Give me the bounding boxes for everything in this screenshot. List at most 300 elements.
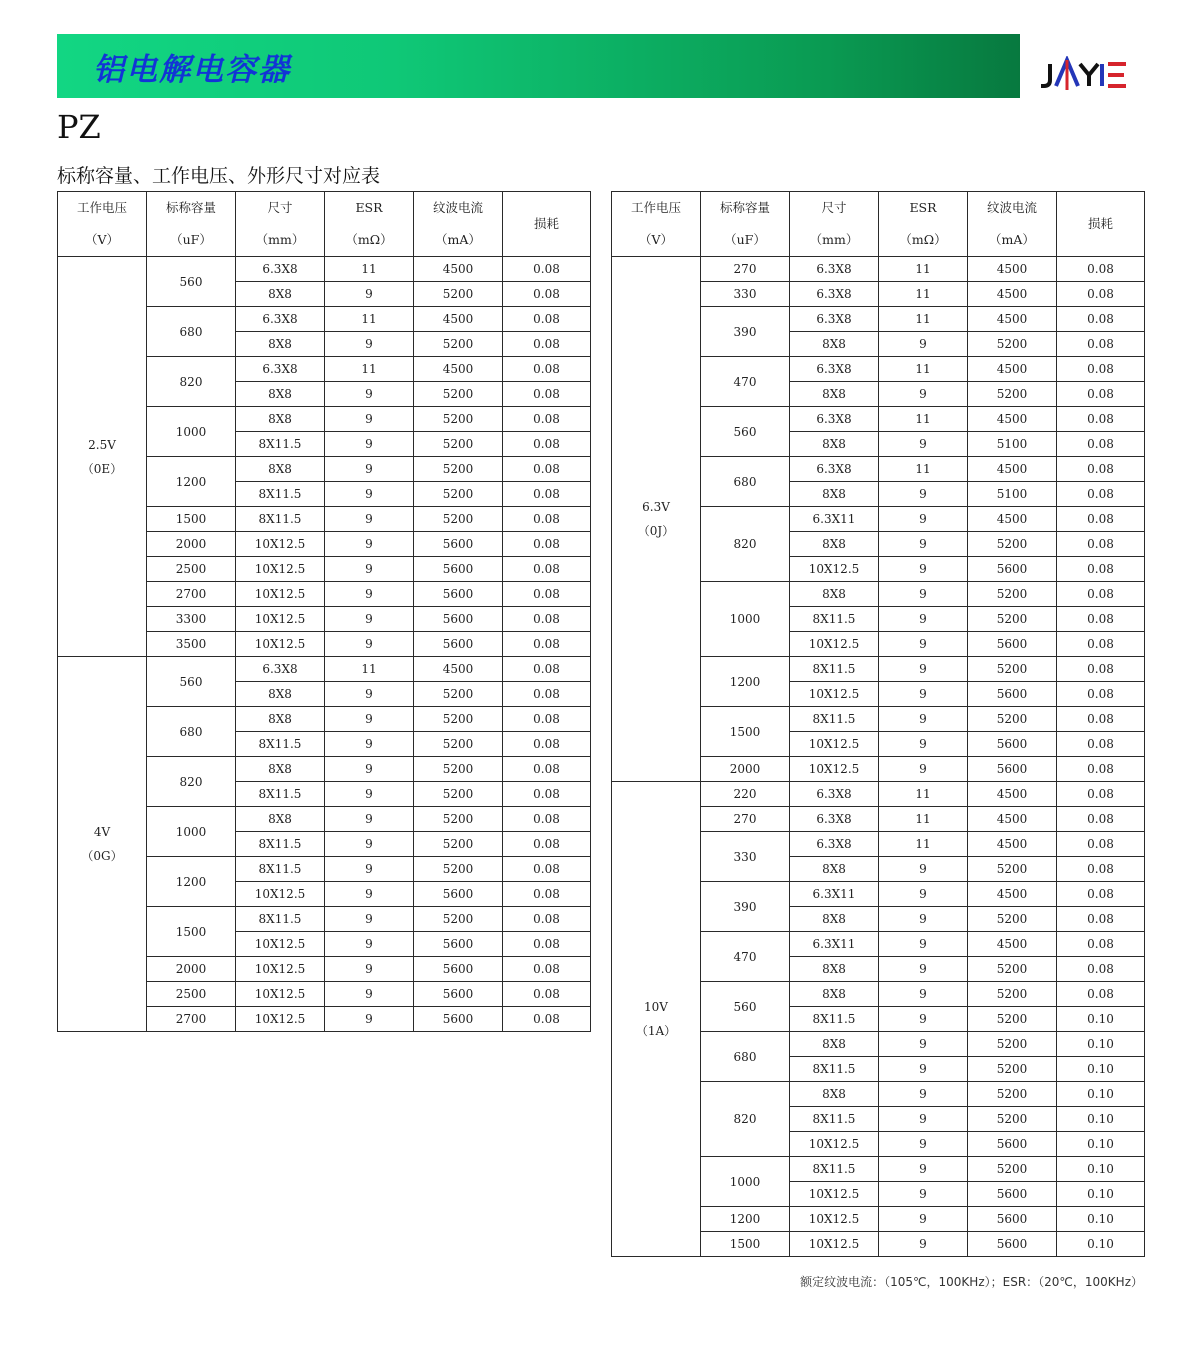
- ripple-cell: 5600: [414, 982, 503, 1007]
- loss-cell: 0.08: [1057, 882, 1145, 907]
- loss-cell: 0.08: [1057, 307, 1145, 332]
- loss-cell: 0.08: [503, 832, 591, 857]
- ripple-cell: 5600: [414, 607, 503, 632]
- esr-cell: 9: [879, 907, 968, 932]
- col-loss-header: [503, 192, 591, 257]
- esr-cell: 9: [879, 957, 968, 982]
- size-cell: 10X12.5: [236, 982, 325, 1007]
- loss-cell: 0.08: [1057, 607, 1145, 632]
- capacity-cell: 1000: [701, 1157, 790, 1207]
- size-cell: 8X8: [236, 807, 325, 832]
- esr-cell: 9: [879, 682, 968, 707]
- capacity-cell: 820: [147, 357, 236, 407]
- esr-cell: 9: [325, 607, 414, 632]
- capacity-cell: 470: [701, 932, 790, 982]
- loss-cell: 0.08: [503, 382, 591, 407]
- col-ripple-unit: （mA）: [989, 232, 1035, 247]
- size-cell: 6.3X11: [790, 882, 879, 907]
- esr-cell: 9: [879, 932, 968, 957]
- size-cell: 8X8: [790, 957, 879, 982]
- capacity-cell: 330: [701, 832, 790, 882]
- size-cell: 10X12.5: [790, 1232, 879, 1257]
- esr-cell: 9: [325, 682, 414, 707]
- voltage-cell: [612, 782, 701, 1257]
- esr-cell: 9: [879, 707, 968, 732]
- esr-cell: 11: [879, 357, 968, 382]
- loss-cell: 0.08: [503, 782, 591, 807]
- size-cell: 6.3X8: [790, 357, 879, 382]
- capacity-cell: 680: [701, 1032, 790, 1082]
- ripple-cell: 5600: [414, 932, 503, 957]
- ripple-cell: 5600: [968, 1132, 1057, 1157]
- size-cell: 8X11.5: [790, 607, 879, 632]
- voltage-code: （0E）: [81, 461, 123, 476]
- loss-cell: 0.08: [503, 457, 591, 482]
- esr-cell: 9: [879, 1132, 968, 1157]
- ripple-cell: 5200: [968, 1157, 1057, 1182]
- loss-cell: 0.08: [1057, 482, 1145, 507]
- esr-cell: 9: [325, 557, 414, 582]
- loss-cell: 0.08: [1057, 857, 1145, 882]
- ripple-cell: 5600: [968, 682, 1057, 707]
- ripple-cell: 5200: [968, 582, 1057, 607]
- col-capacity-header: [701, 192, 790, 257]
- esr-cell: 11: [879, 832, 968, 857]
- brand-logo: [1040, 56, 1132, 92]
- esr-cell: 11: [325, 257, 414, 282]
- esr-cell: 9: [879, 532, 968, 557]
- size-cell: 8X8: [236, 457, 325, 482]
- ripple-cell: 5200: [414, 832, 503, 857]
- size-cell: 10X12.5: [790, 1182, 879, 1207]
- loss-cell: 0.08: [503, 732, 591, 757]
- esr-cell: 9: [325, 482, 414, 507]
- size-cell: 6.3X8: [790, 832, 879, 857]
- loss-cell: 0.10: [1057, 1007, 1145, 1032]
- esr-cell: 9: [325, 432, 414, 457]
- esr-cell: 9: [879, 1157, 968, 1182]
- ripple-cell: 5200: [414, 482, 503, 507]
- loss-cell: 0.10: [1057, 1132, 1145, 1157]
- esr-cell: 9: [325, 782, 414, 807]
- spec-table-left: [57, 191, 591, 1032]
- col-esr-header: [879, 192, 968, 257]
- ripple-cell: 5200: [414, 857, 503, 882]
- voltage-value: 4V: [93, 825, 111, 839]
- capacity-cell: 820: [701, 1082, 790, 1157]
- size-cell: 8X8: [790, 382, 879, 407]
- table-row: [612, 782, 1145, 807]
- esr-cell: 9: [325, 757, 414, 782]
- capacity-cell: 2700: [147, 582, 236, 607]
- size-cell: 10X12.5: [790, 632, 879, 657]
- voltage-code: （0G）: [81, 849, 123, 863]
- loss-cell: 0.10: [1057, 1207, 1145, 1232]
- capacity-cell: 560: [147, 257, 236, 307]
- ripple-cell: 5600: [968, 1207, 1057, 1232]
- col-capacity-label: 标称容量: [719, 200, 770, 215]
- loss-cell: 0.10: [1057, 1182, 1145, 1207]
- col-size-header: [790, 192, 879, 257]
- capacity-cell: 680: [147, 307, 236, 357]
- loss-cell: 0.08: [503, 932, 591, 957]
- col-loss-header: [1057, 192, 1145, 257]
- capacity-cell: 560: [701, 407, 790, 457]
- size-cell: 8X8: [790, 432, 879, 457]
- size-cell: 8X8: [790, 332, 879, 357]
- capacity-cell: 220: [701, 782, 790, 807]
- ripple-cell: 5200: [414, 807, 503, 832]
- capacity-cell: 1200: [147, 857, 236, 907]
- size-cell: 6.3X8: [790, 257, 879, 282]
- ripple-cell: 5200: [968, 857, 1057, 882]
- size-cell: 10X12.5: [790, 1132, 879, 1157]
- size-cell: 8X11.5: [236, 907, 325, 932]
- ripple-cell: 5600: [968, 732, 1057, 757]
- ripple-cell: 4500: [968, 782, 1057, 807]
- loss-cell: 0.08: [1057, 907, 1145, 932]
- esr-cell: 9: [879, 432, 968, 457]
- loss-cell: 0.08: [1057, 332, 1145, 357]
- loss-cell: 0.08: [503, 657, 591, 682]
- loss-cell: 0.08: [503, 332, 591, 357]
- esr-cell: 9: [879, 607, 968, 632]
- size-cell: 8X8: [790, 482, 879, 507]
- loss-cell: 0.10: [1057, 1232, 1145, 1257]
- loss-cell: 0.08: [503, 707, 591, 732]
- size-cell: 10X12.5: [236, 1007, 325, 1032]
- loss-cell: 0.08: [1057, 707, 1145, 732]
- ripple-cell: 4500: [968, 807, 1057, 832]
- esr-cell: 9: [879, 482, 968, 507]
- esr-cell: 9: [325, 882, 414, 907]
- esr-cell: 9: [879, 382, 968, 407]
- esr-cell: 9: [879, 982, 968, 1007]
- loss-cell: 0.08: [503, 907, 591, 932]
- ripple-cell: 4500: [414, 307, 503, 332]
- loss-cell: 0.08: [1057, 282, 1145, 307]
- capacity-cell: 470: [701, 357, 790, 407]
- ripple-cell: 5600: [968, 757, 1057, 782]
- ripple-cell: 5600: [968, 1182, 1057, 1207]
- loss-cell: 0.08: [503, 532, 591, 557]
- size-cell: 8X8: [236, 682, 325, 707]
- size-cell: 8X11.5: [790, 707, 879, 732]
- loss-cell: 0.08: [1057, 832, 1145, 857]
- esr-cell: 11: [879, 307, 968, 332]
- voltage-cell: [58, 657, 147, 1032]
- ripple-cell: 4500: [414, 357, 503, 382]
- capacity-cell: 1000: [701, 582, 790, 657]
- ripple-cell: 5200: [414, 407, 503, 432]
- size-cell: 6.3X8: [790, 457, 879, 482]
- capacity-cell: 560: [701, 982, 790, 1032]
- ripple-cell: 4500: [968, 832, 1057, 857]
- size-cell: 10X12.5: [236, 582, 325, 607]
- esr-cell: 11: [879, 457, 968, 482]
- loss-cell: 0.08: [1057, 732, 1145, 757]
- size-cell: 10X12.5: [790, 1207, 879, 1232]
- loss-cell: 0.08: [1057, 657, 1145, 682]
- esr-cell: 9: [879, 1107, 968, 1132]
- voltage-code: （0J）: [637, 524, 675, 538]
- esr-cell: 9: [325, 732, 414, 757]
- col-capacity-unit: （uF）: [170, 232, 212, 247]
- capacity-cell: 2000: [701, 757, 790, 782]
- col-esr-label: ESR: [355, 200, 383, 215]
- size-cell: 8X11.5: [790, 657, 879, 682]
- ripple-cell: 5100: [968, 482, 1057, 507]
- loss-cell: 0.08: [1057, 582, 1145, 607]
- loss-cell: 0.08: [1057, 682, 1145, 707]
- esr-cell: 9: [325, 507, 414, 532]
- size-cell: 6.3X8: [790, 407, 879, 432]
- capacity-cell: 2000: [147, 532, 236, 557]
- loss-cell: 0.08: [503, 257, 591, 282]
- size-cell: 10X12.5: [236, 957, 325, 982]
- ripple-cell: 5600: [414, 957, 503, 982]
- header-title: 铝电解电容器: [93, 52, 291, 88]
- capacity-cell: 2000: [147, 957, 236, 982]
- loss-cell: 0.08: [1057, 457, 1145, 482]
- esr-cell: 11: [879, 282, 968, 307]
- ripple-cell: 5200: [414, 732, 503, 757]
- capacity-cell: 330: [701, 282, 790, 307]
- loss-cell: 0.08: [503, 632, 591, 657]
- ripple-cell: 5200: [968, 1107, 1057, 1132]
- size-cell: 6.3X8: [236, 307, 325, 332]
- col-voltage-header: [58, 192, 147, 257]
- voltage-cell: [612, 257, 701, 782]
- col-size-unit: （mm）: [809, 232, 859, 247]
- ripple-cell: 5200: [968, 1007, 1057, 1032]
- capacity-cell: 390: [701, 307, 790, 357]
- size-cell: 8X8: [236, 757, 325, 782]
- esr-cell: 9: [879, 1007, 968, 1032]
- ripple-cell: 5200: [414, 907, 503, 932]
- esr-cell: 9: [879, 557, 968, 582]
- capacity-cell: 3300: [147, 607, 236, 632]
- table-header-row: [58, 192, 591, 257]
- col-ripple-label: 纹波电流: [986, 200, 1037, 215]
- spec-table-body: [58, 257, 591, 1032]
- loss-cell: 0.08: [503, 757, 591, 782]
- ripple-cell: 4500: [968, 407, 1057, 432]
- loss-cell: 0.08: [1057, 407, 1145, 432]
- ripple-cell: 5200: [414, 782, 503, 807]
- size-cell: 6.3X8: [790, 307, 879, 332]
- loss-cell: 0.08: [503, 807, 591, 832]
- ripple-cell: 5200: [968, 332, 1057, 357]
- capacity-cell: 2700: [147, 1007, 236, 1032]
- size-cell: 6.3X8: [790, 282, 879, 307]
- esr-cell: 11: [325, 307, 414, 332]
- esr-cell: 11: [325, 657, 414, 682]
- size-cell: 8X11.5: [790, 1007, 879, 1032]
- esr-cell: 11: [879, 782, 968, 807]
- size-cell: 8X8: [790, 582, 879, 607]
- ripple-cell: 5200: [414, 282, 503, 307]
- esr-cell: 9: [325, 382, 414, 407]
- ripple-cell: 5200: [968, 707, 1057, 732]
- capacity-cell: 1200: [147, 457, 236, 507]
- loss-cell: 0.08: [1057, 782, 1145, 807]
- capacity-cell: 680: [147, 707, 236, 757]
- size-cell: 10X12.5: [790, 682, 879, 707]
- col-size-label: 尺寸: [267, 200, 293, 215]
- loss-cell: 0.08: [1057, 507, 1145, 532]
- loss-cell: 0.08: [503, 432, 591, 457]
- ripple-cell: 5600: [414, 582, 503, 607]
- loss-cell: 0.08: [503, 582, 591, 607]
- loss-cell: 0.08: [503, 357, 591, 382]
- voltage-code: （1A）: [635, 1024, 677, 1038]
- loss-cell: 0.08: [503, 407, 591, 432]
- footnote: 额定纹波电流：（105℃，100KHz）；ESR：（20℃，100KHz）: [800, 1275, 1143, 1289]
- size-cell: 8X8: [790, 907, 879, 932]
- ripple-cell: 5200: [414, 457, 503, 482]
- voltage-value: 10V: [644, 1000, 668, 1014]
- col-loss-label: 损耗: [1087, 216, 1113, 231]
- capacity-cell: 3500: [147, 632, 236, 657]
- esr-cell: 9: [879, 757, 968, 782]
- col-esr-label: ESR: [909, 200, 937, 215]
- size-cell: 6.3X8: [236, 257, 325, 282]
- size-cell: 8X11.5: [236, 482, 325, 507]
- col-esr-unit: （mΩ）: [899, 232, 947, 247]
- loss-cell: 0.10: [1057, 1057, 1145, 1082]
- esr-cell: 11: [879, 257, 968, 282]
- size-cell: 8X8: [790, 532, 879, 557]
- capacity-cell: 1500: [147, 507, 236, 532]
- loss-cell: 0.08: [503, 607, 591, 632]
- table-row: [58, 657, 591, 682]
- size-cell: 6.3X8: [790, 807, 879, 832]
- esr-cell: 9: [879, 582, 968, 607]
- ripple-cell: 5200: [414, 707, 503, 732]
- loss-cell: 0.08: [503, 507, 591, 532]
- voltage-value: 6.3V: [642, 500, 670, 514]
- loss-cell: 0.08: [503, 857, 591, 882]
- loss-cell: 0.08: [1057, 807, 1145, 832]
- size-cell: 10X12.5: [236, 882, 325, 907]
- size-cell: 6.3X11: [790, 507, 879, 532]
- col-capacity-header: [147, 192, 236, 257]
- esr-cell: 9: [325, 632, 414, 657]
- voltage-cell: [58, 257, 147, 657]
- esr-cell: 9: [325, 857, 414, 882]
- size-cell: 8X8: [236, 382, 325, 407]
- esr-cell: 9: [879, 332, 968, 357]
- ripple-cell: 4500: [968, 457, 1057, 482]
- ripple-cell: 5200: [414, 682, 503, 707]
- col-esr-unit: （mΩ）: [345, 232, 393, 247]
- esr-cell: 9: [325, 907, 414, 932]
- table-row: [58, 257, 591, 282]
- size-cell: 10X12.5: [236, 932, 325, 957]
- ripple-cell: 5200: [968, 657, 1057, 682]
- esr-cell: 9: [325, 932, 414, 957]
- loss-cell: 0.08: [1057, 557, 1145, 582]
- esr-cell: 9: [325, 957, 414, 982]
- ripple-cell: 5200: [414, 507, 503, 532]
- capacity-cell: 1500: [147, 907, 236, 957]
- size-cell: 8X11.5: [236, 507, 325, 532]
- loss-cell: 0.08: [1057, 957, 1145, 982]
- esr-cell: 9: [325, 707, 414, 732]
- ripple-cell: 5600: [414, 1007, 503, 1032]
- size-cell: 10X12.5: [236, 632, 325, 657]
- esr-cell: 9: [879, 657, 968, 682]
- size-cell: 10X12.5: [790, 757, 879, 782]
- col-voltage-header: [612, 192, 701, 257]
- esr-cell: 9: [879, 1032, 968, 1057]
- col-size-header: [236, 192, 325, 257]
- size-cell: 8X11.5: [790, 1107, 879, 1132]
- size-cell: 8X11.5: [236, 832, 325, 857]
- ripple-cell: 5200: [414, 382, 503, 407]
- capacity-cell: 1500: [701, 707, 790, 757]
- capacity-cell: 270: [701, 257, 790, 282]
- ripple-cell: 5200: [968, 982, 1057, 1007]
- esr-cell: 9: [879, 1057, 968, 1082]
- esr-cell: 9: [879, 882, 968, 907]
- capacity-cell: 1500: [701, 1232, 790, 1257]
- ripple-cell: 5200: [414, 432, 503, 457]
- loss-cell: 0.08: [503, 882, 591, 907]
- spec-table-body: [612, 257, 1145, 1257]
- ripple-cell: 5600: [968, 1232, 1057, 1257]
- spec-table-right: [611, 191, 1145, 1257]
- table-row: [612, 257, 1145, 282]
- ripple-cell: 4500: [968, 282, 1057, 307]
- size-cell: 6.3X8: [236, 657, 325, 682]
- capacity-cell: 1200: [701, 1207, 790, 1232]
- esr-cell: 9: [879, 732, 968, 757]
- size-cell: 8X11.5: [790, 1157, 879, 1182]
- ripple-cell: 4500: [414, 657, 503, 682]
- esr-cell: 9: [879, 1182, 968, 1207]
- ripple-cell: 5600: [968, 557, 1057, 582]
- loss-cell: 0.08: [1057, 757, 1145, 782]
- loss-cell: 0.10: [1057, 1157, 1145, 1182]
- ripple-cell: 4500: [968, 882, 1057, 907]
- ripple-cell: 5200: [414, 332, 503, 357]
- col-capacity-unit: （uF）: [724, 232, 766, 247]
- size-cell: 8X11.5: [790, 1057, 879, 1082]
- esr-cell: 9: [325, 407, 414, 432]
- esr-cell: 9: [325, 332, 414, 357]
- esr-cell: 9: [325, 457, 414, 482]
- esr-cell: 9: [325, 582, 414, 607]
- ripple-cell: 5200: [968, 532, 1057, 557]
- col-ripple-header: [968, 192, 1057, 257]
- loss-cell: 0.08: [1057, 932, 1145, 957]
- esr-cell: 9: [879, 1207, 968, 1232]
- size-cell: 8X8: [790, 1032, 879, 1057]
- ripple-cell: 5600: [414, 557, 503, 582]
- table-caption: 标称容量、工作电压、外形尺寸对应表: [57, 165, 381, 187]
- ripple-cell: 5200: [968, 957, 1057, 982]
- ripple-cell: 5200: [968, 607, 1057, 632]
- esr-cell: 9: [325, 1007, 414, 1032]
- esr-cell: 9: [879, 507, 968, 532]
- loss-cell: 0.08: [503, 982, 591, 1007]
- size-cell: 10X12.5: [790, 732, 879, 757]
- loss-cell: 0.08: [503, 282, 591, 307]
- size-cell: 6.3X8: [236, 357, 325, 382]
- size-cell: 8X8: [790, 982, 879, 1007]
